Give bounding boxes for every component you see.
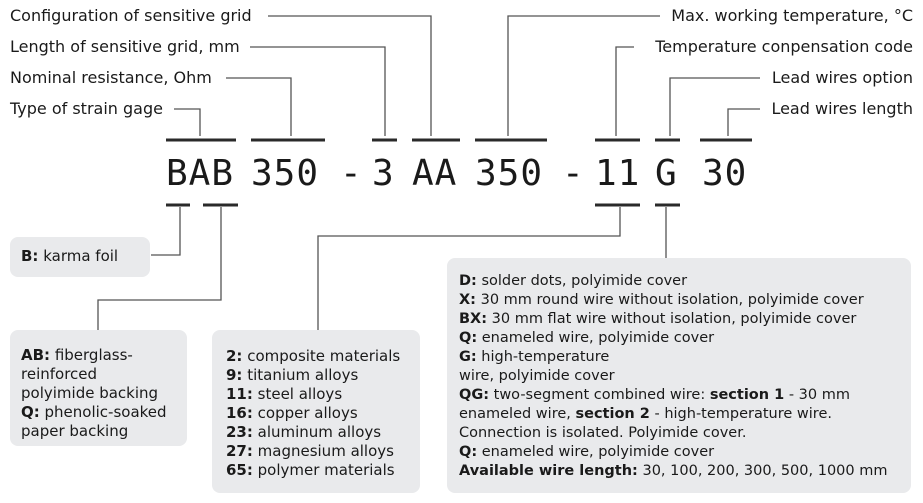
- code-dash-2: -: [562, 153, 585, 194]
- box-lead-options: [447, 258, 911, 493]
- lead-line: QG: two-segment combined wire: section 1 - 30 mm: [459, 387, 850, 403]
- code-max-temperature: 350: [475, 153, 544, 194]
- code-lead-length: 30: [702, 153, 748, 194]
- label-temp-compensation: Temperature conpensation code: [655, 37, 913, 56]
- material-line: 27: magnesium alloys: [226, 442, 394, 460]
- leader-option: [670, 78, 760, 136]
- backing-line: AB: fiberglass-: [21, 346, 133, 364]
- lead-line: Q: enameled wire, polyimide cover: [459, 330, 715, 346]
- box-materials: [212, 330, 420, 493]
- lead-line: X: 30 mm round wire without isolation, polyimide cover: [459, 292, 864, 308]
- code-configuration: AA: [412, 153, 458, 194]
- backing-line: paper backing: [21, 422, 129, 440]
- lead-line: wire, polyimide cover: [459, 368, 615, 384]
- lead-line: D: solder dots, polyimide cover: [459, 273, 688, 289]
- label-nominal-resistance: Nominal resistance, Ohm: [10, 68, 212, 87]
- label-gage-type: Type of strain gage: [10, 99, 163, 118]
- backing-line: Q: phenolic-soaked: [21, 403, 167, 421]
- code-lead-option: G: [655, 153, 678, 194]
- code-grid-length: 3: [372, 153, 395, 194]
- leader-type: [174, 109, 200, 136]
- material-line: 11: steel alloys: [226, 385, 343, 403]
- lead-line: Available wire length: 30, 100, 200, 300, 500, 1000 mm: [459, 463, 888, 479]
- label-grid-length: Length of sensitive grid, mm: [10, 37, 240, 56]
- material-line: 2: composite materials: [226, 347, 401, 365]
- leader-compensation: [616, 47, 634, 136]
- label-configuration: Configuration of sensitive grid: [10, 6, 252, 25]
- label-max-temperature: Max. working temperature, °C: [671, 6, 913, 25]
- code-type: BAB: [166, 153, 235, 194]
- material-line: 23: aluminum alloys: [226, 423, 382, 441]
- label-lead-wires-length: Lead wires length: [771, 99, 913, 118]
- backing-line: polyimide backing: [21, 384, 159, 402]
- leader-length: [250, 47, 385, 136]
- box-foil: [10, 237, 150, 277]
- label-lead-wires-option: Lead wires option: [771, 68, 913, 87]
- leader-resistance: [226, 78, 291, 136]
- material-line: 9: titanium alloys: [226, 366, 359, 384]
- code-resistance: 350: [251, 153, 320, 194]
- backing-line: reinforced: [21, 365, 98, 383]
- lead-line: G: high-temperature: [459, 349, 610, 365]
- lead-line: BX: 30 mm flat wire without isolation, polyimide cover: [459, 311, 857, 327]
- material-line: 16: copper alloys: [226, 404, 358, 422]
- leader-foil: [151, 207, 180, 255]
- material-line: 65: polymer materials: [226, 461, 395, 479]
- lead-line: Q: enameled wire, polyimide cover: [459, 444, 715, 460]
- leader-config: [268, 16, 431, 136]
- code-dash-1: -: [340, 153, 363, 194]
- code-temp-compensation: 11: [595, 153, 641, 194]
- leader-temp: [508, 16, 660, 136]
- lead-line: Connection is isolated. Polyimide cover.: [459, 425, 747, 441]
- foil-line: B: karma foil: [21, 247, 119, 265]
- leader-wire-length: [728, 109, 760, 136]
- box-backing: [10, 330, 187, 446]
- lead-line: enameled wire, section 2 - high-temperature wire.: [459, 406, 832, 422]
